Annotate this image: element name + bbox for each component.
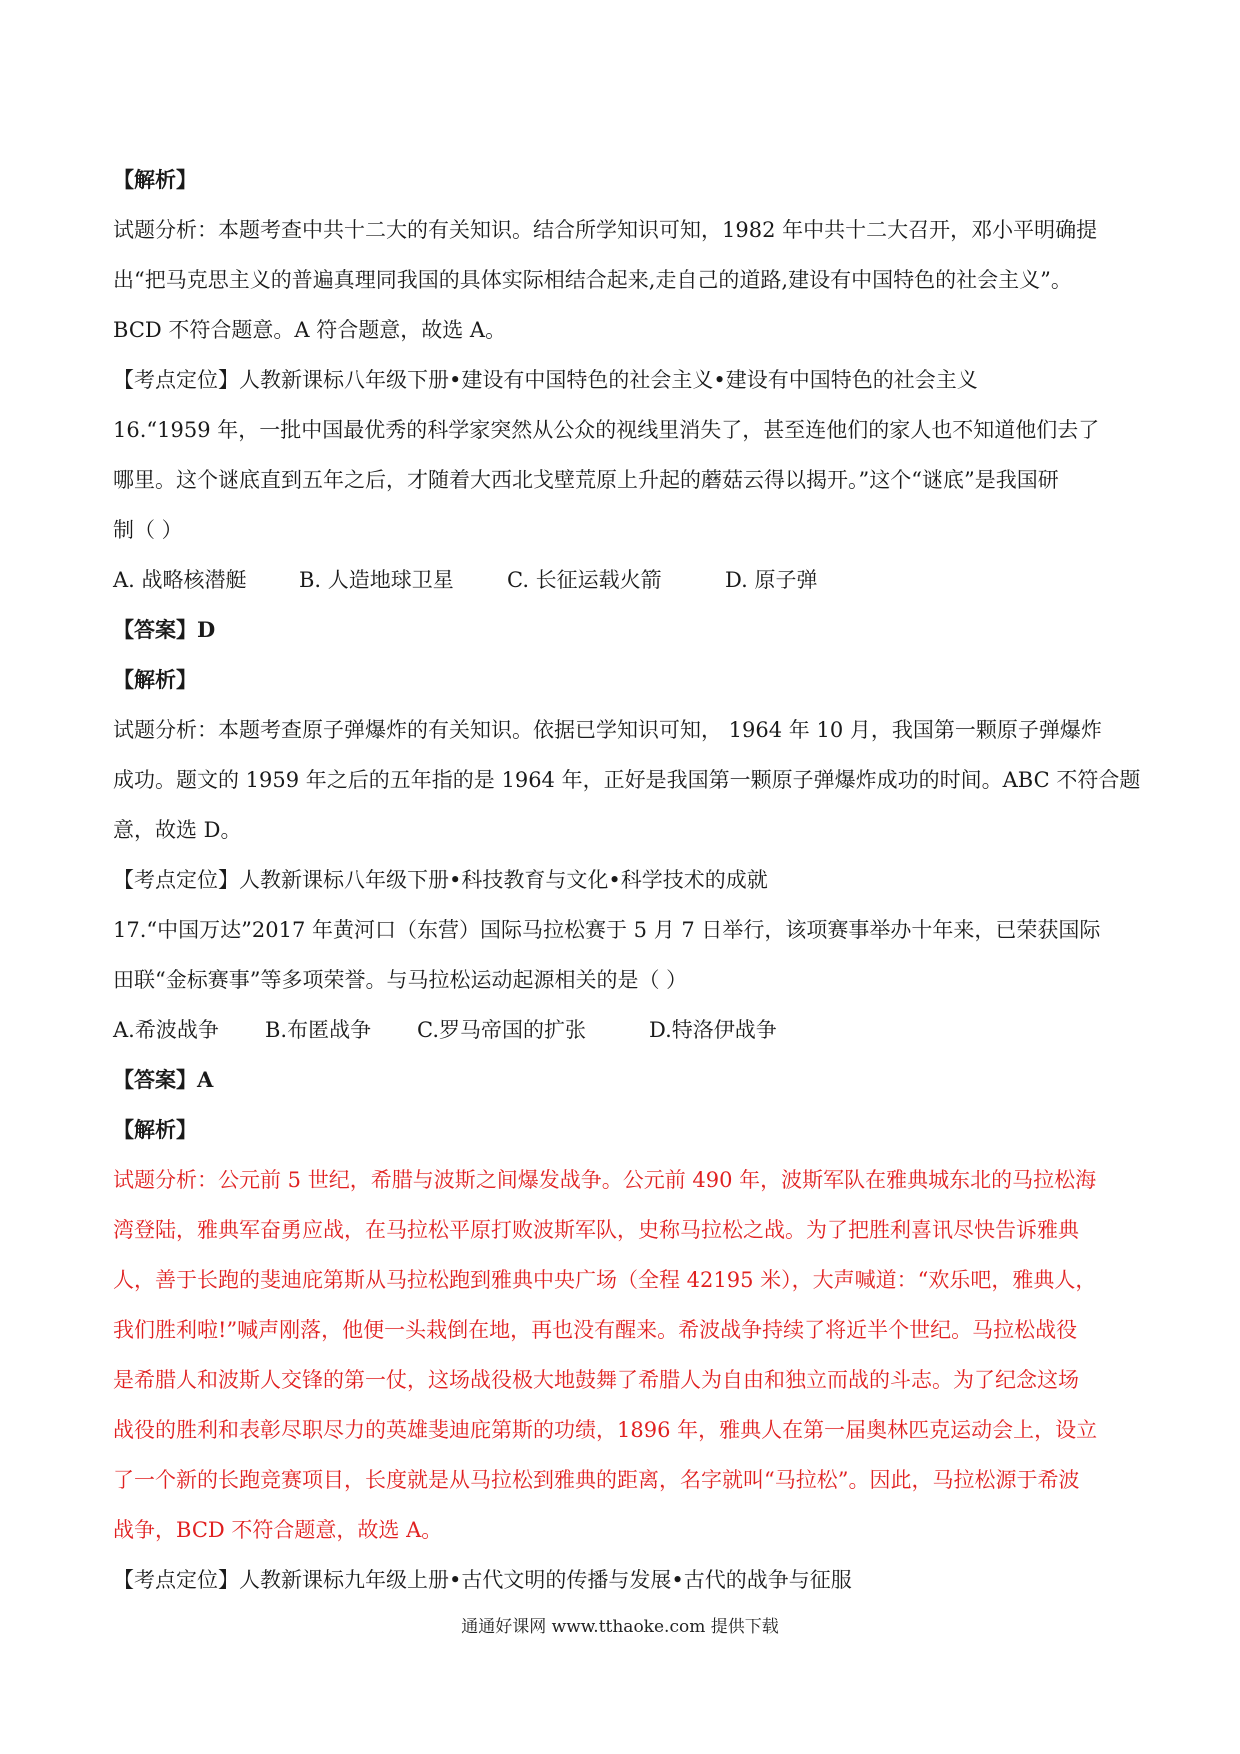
answer: 【答案】D	[113, 617, 216, 642]
highlighted-analysis-line: 人，善于长跑的斐迪庇第斯从马拉松跑到雅典中央广场（全程 42195 米），大声喊道：“欢乐吧，雅典人，	[113, 1268, 1097, 1292]
analysis-heading: 【解析】	[113, 1117, 197, 1142]
highlighted-analysis-line: 湾登陆，雅典军奋勇应战，在马拉松平原打败波斯军队，史称马拉松之战。为了把胜利喜讯尽快告诉雅典	[113, 1218, 1079, 1242]
option-d: D. 原子弹	[725, 568, 818, 592]
option-b: B. 人造地球卫星	[299, 568, 454, 592]
highlighted-analysis-line: 我们胜利啦!”喊声刚落，他便一头栽倒在地，再也没有醒来。希波战争持续了将近半个世纪。马拉松战役	[113, 1318, 1078, 1342]
question-16-options	[113, 555, 1133, 605]
analysis-heading: 【解析】	[113, 167, 197, 192]
highlighted-analysis-line: 试题分析：公元前 5 世纪，希腊与波斯之间爆发战争。公元前 490 年，波斯军队在雅典城东北的马拉松海	[113, 1168, 1097, 1192]
analysis-heading: 【解析】	[113, 667, 197, 692]
question-17-stem: 田联“金标赛事”等多项荣誉。与马拉松运动起源相关的是（ ）	[113, 968, 688, 992]
answer: 【答案】A	[113, 1067, 214, 1092]
analysis-line: 试题分析：本题考查原子弹爆炸的有关知识。依据已学知识可知， 1964 年 10 月，我国第一颗原子弹爆炸	[113, 718, 1102, 742]
highlighted-analysis-line: 了一个新的长跑竞赛项目，长度就是从马拉松到雅典的距离，名字就叫“马拉松”。因此，马拉松源于希波	[113, 1468, 1080, 1492]
option-d: D.特洛伊战争	[649, 1018, 777, 1042]
knowledge-point: 【考点定位】人教新课标八年级下册•科技教育与文化•科学技术的成就	[113, 868, 768, 892]
question-17-options	[113, 1005, 1133, 1055]
analysis-line: 意，故选 D。	[113, 818, 242, 842]
question-16-stem: 16.“1959 年，一批中国最优秀的科学家突然从公众的视线里消失了，甚至连他们的家人也不知道他们去了	[113, 418, 1100, 442]
page-footer: 通通好课网 www.tthaoke.com 提供下载	[461, 1617, 779, 1637]
question-16-stem: 制（ ）	[113, 518, 183, 542]
highlighted-analysis-line: 是希腊人和波斯人交锋的第一仗，这场战役极大地鼓舞了希腊人为自由和独立而战的斗志。为了纪念这场	[113, 1368, 1079, 1392]
analysis-line: 成功。题文的 1959 年之后的五年指的是 1964 年，正好是我国第一颗原子弹爆炸成功的时间。ABC 不符合题	[113, 768, 1141, 792]
page-content	[113, 155, 1141, 1605]
option-a: A. 战略核潜艇	[113, 568, 247, 592]
analysis-line: 试题分析：本题考查中共十二大的有关知识。结合所学知识可知，1982 年中共十二大召开，邓小平明确提	[113, 218, 1098, 242]
knowledge-point: 【考点定位】人教新课标八年级下册•建设有中国特色的社会主义•建设有中国特色的社会主义	[113, 368, 978, 392]
option-a: A.希波战争	[113, 1018, 219, 1042]
knowledge-point: 【考点定位】人教新课标九年级上册•古代文明的传播与发展•古代的战争与征服	[113, 1568, 852, 1592]
highlighted-analysis-line: 战役的胜利和表彰尽职尽力的英雄斐迪庇第斯的功绩，1896 年，雅典人在第一届奥林匹克运动会上，设立	[113, 1418, 1098, 1442]
analysis-line: 出“把马克思主义的普遍真理同我国的具体实际相结合起来,走自己的道路,建设有中国特色的社会主义”。	[113, 268, 1072, 292]
option-b: B.布匿战争	[265, 1018, 372, 1042]
analysis-line: BCD 不符合题意。A 符合题意，故选 A。	[113, 318, 507, 342]
option-c: C. 长征运载火箭	[507, 568, 662, 592]
highlighted-analysis-line: 战争，BCD 不符合题意，故选 A。	[113, 1518, 443, 1542]
question-16-stem: 哪里。这个谜底直到五年之后，才随着大西北戈壁荒原上升起的蘑菇云得以揭开。”这个“谜底”是我国研	[113, 468, 1059, 492]
question-17-stem: 17.“中国万达”2017 年黄河口（东营）国际马拉松赛于 5 月 7 日举行，该项赛事举办十年来，已荣获国际	[113, 918, 1101, 942]
option-c: C.罗马帝国的扩张	[417, 1018, 586, 1042]
